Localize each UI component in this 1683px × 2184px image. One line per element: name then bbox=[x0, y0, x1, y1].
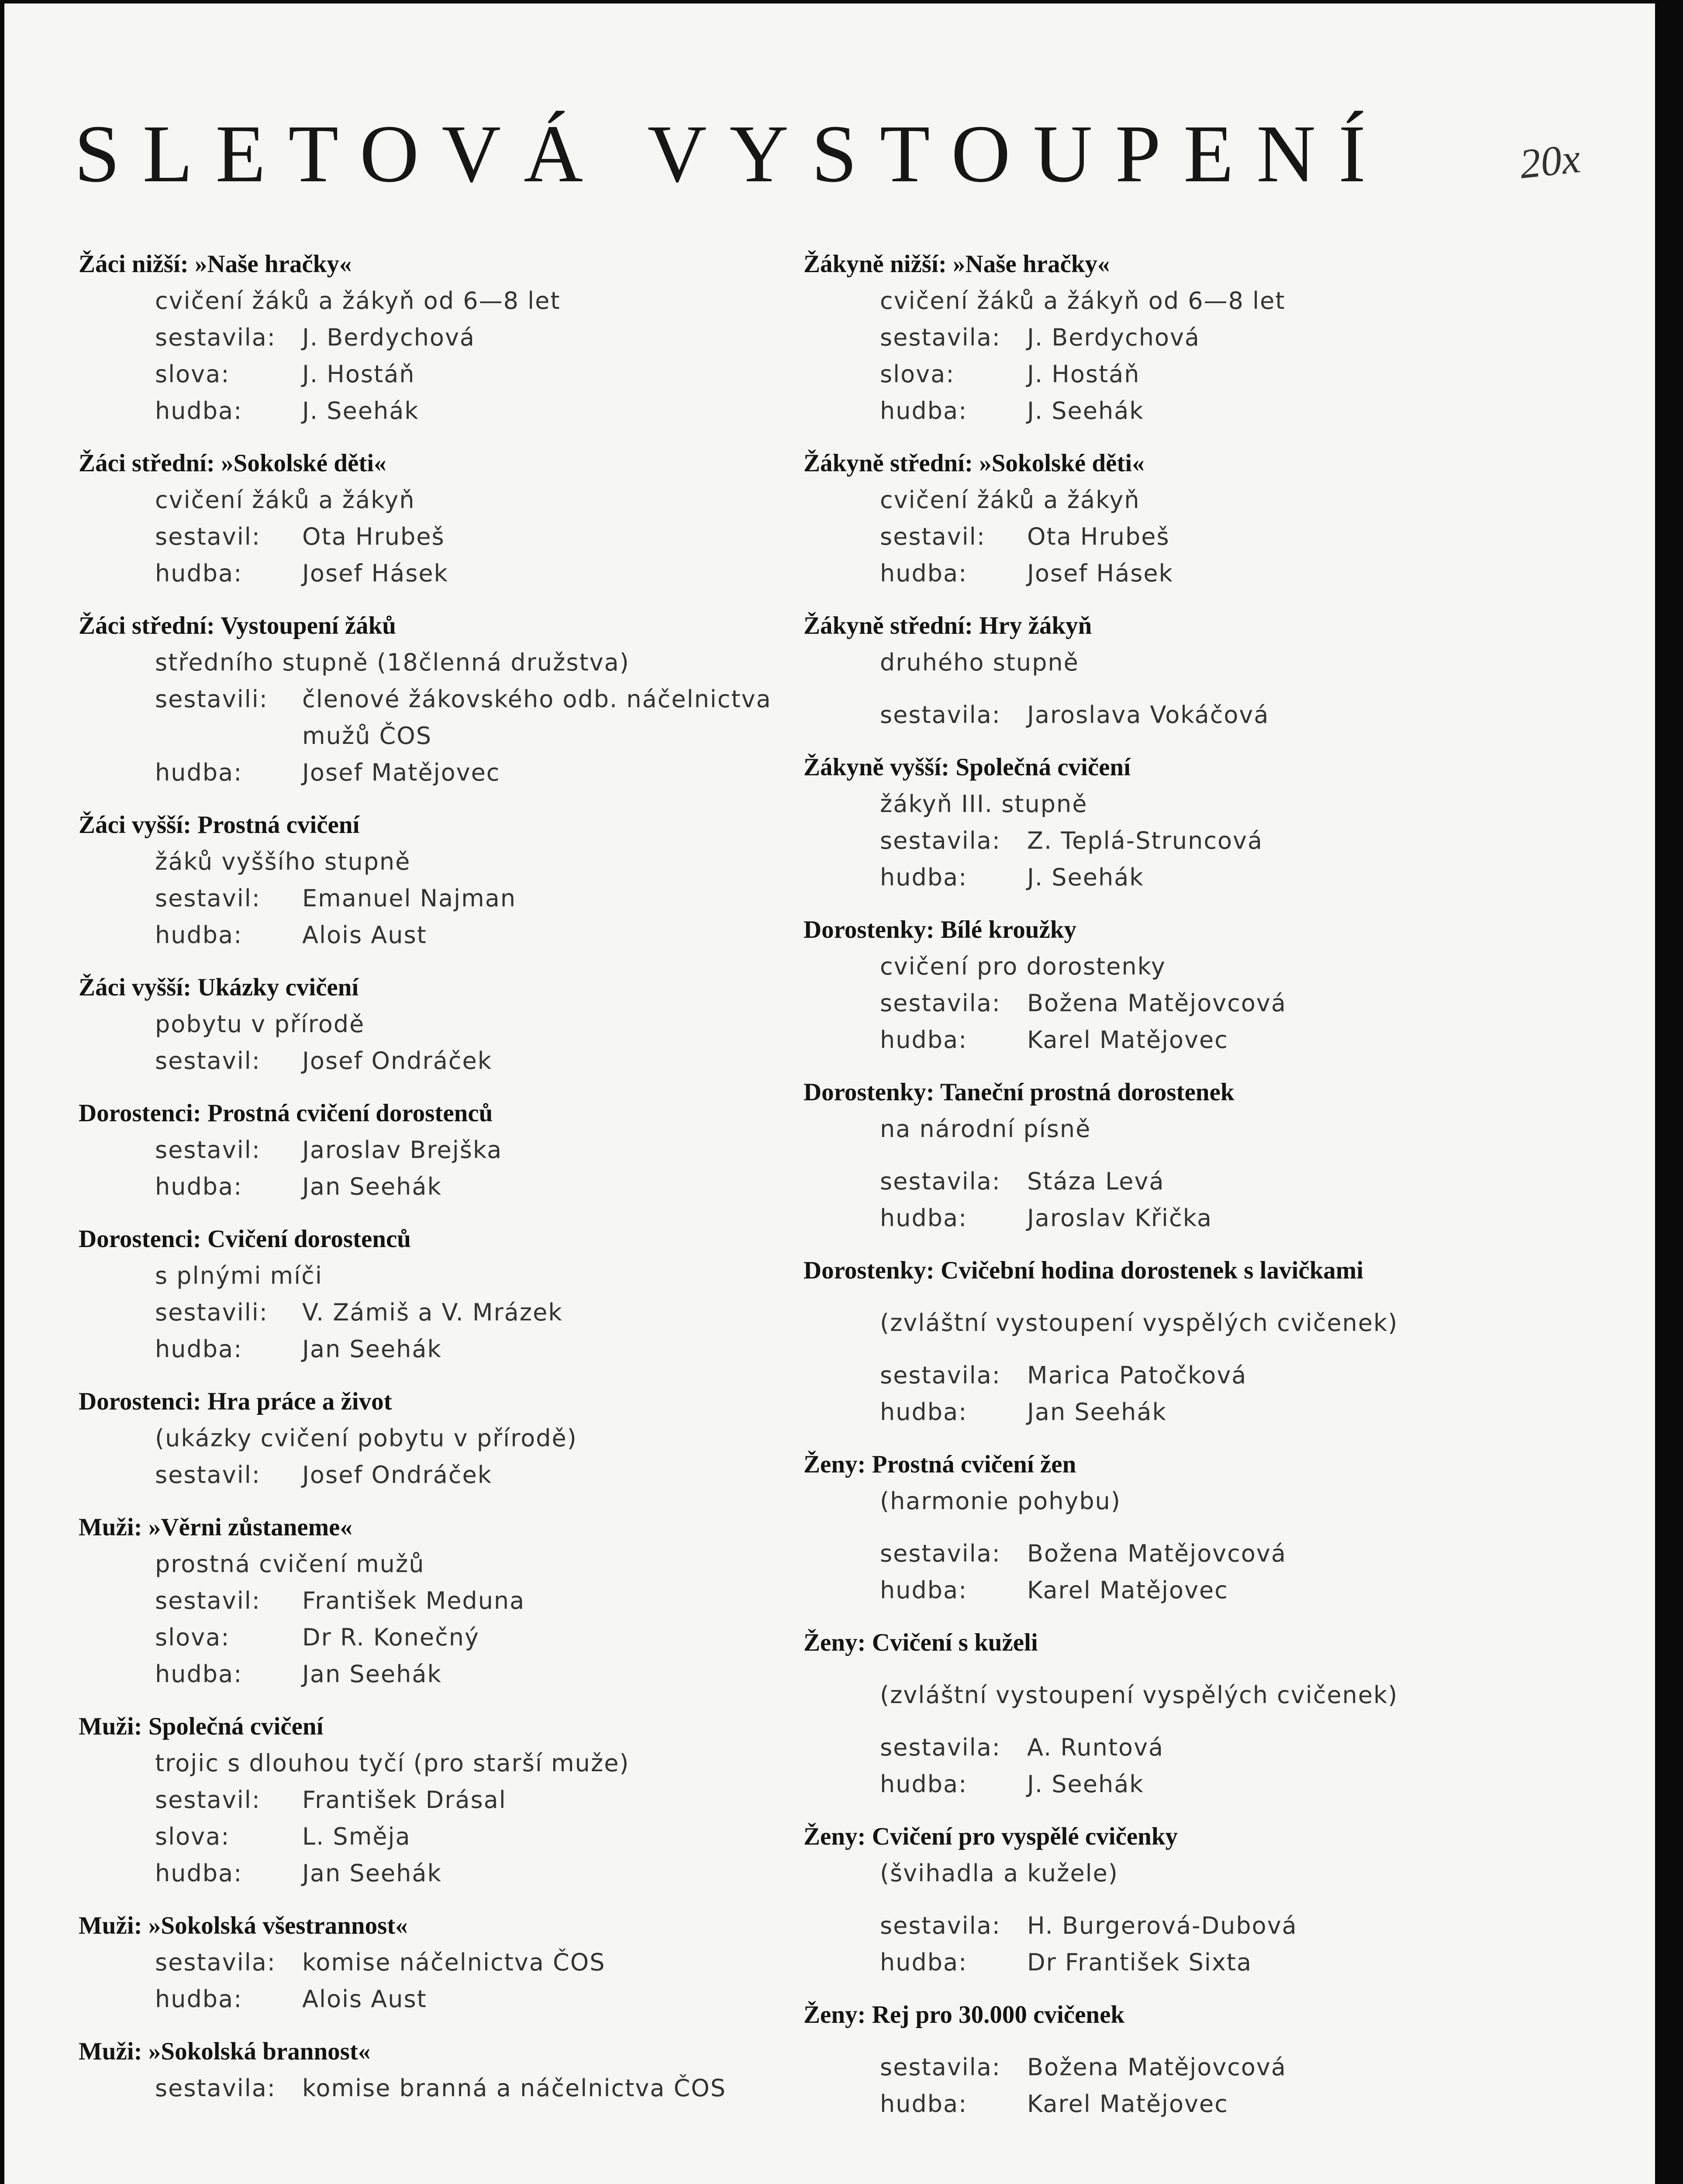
entry-description bbox=[79, 843, 830, 880]
entry-description bbox=[79, 1546, 830, 1583]
credit-line bbox=[804, 1200, 1555, 1237]
entry-description bbox=[804, 1305, 1555, 1341]
credit-name: Jaroslav Brejška bbox=[302, 1136, 503, 1164]
description-text: prostná cvičení mužů bbox=[155, 1550, 425, 1578]
credit-line bbox=[79, 2070, 830, 2107]
program-entry bbox=[804, 1446, 1555, 1609]
entry-description bbox=[79, 1258, 830, 1294]
program-entry bbox=[804, 1818, 1555, 1981]
credit-line bbox=[79, 356, 830, 393]
credit-name: Karel Matějovec bbox=[1027, 2090, 1228, 2118]
credit-line bbox=[79, 1294, 830, 1331]
entry-title: Muži: »Sokolská všestrannost« bbox=[79, 1912, 408, 1939]
credit-line bbox=[804, 2086, 1555, 2122]
credit-name: Jan Seehák bbox=[302, 1335, 442, 1363]
description-text: cvičení žáků a žákyň od 6—8 let bbox=[155, 287, 561, 314]
credit-name: Božena Matějovcová bbox=[1027, 989, 1286, 1017]
credit-name: Jan Seehák bbox=[302, 1859, 442, 1887]
description-text: (ukázky cvičení pobytu v přírodě) bbox=[155, 1424, 577, 1452]
entry-title: Dorostenky: Bílé kroužky bbox=[804, 916, 1076, 943]
credit-role: hudba: bbox=[155, 1173, 243, 1200]
program-entry bbox=[804, 1997, 1555, 2122]
credit-line bbox=[804, 2049, 1555, 2086]
credit-name: Karel Matějovec bbox=[1027, 1576, 1228, 1604]
credit-line bbox=[79, 1855, 830, 1892]
entry-title: Žáci vyšší: Ukázky cvičení bbox=[79, 974, 359, 1001]
credit-role: sestavila: bbox=[880, 1540, 1001, 1567]
credit-line bbox=[804, 697, 1555, 733]
credit-role: sestavila: bbox=[880, 2053, 1001, 2081]
credit-role: sestavila: bbox=[880, 324, 1001, 351]
credit-line bbox=[804, 1535, 1555, 1572]
credit-name: J. Hostáň bbox=[1027, 360, 1140, 388]
credit-name: J. Seehák bbox=[1027, 864, 1144, 891]
entry-title: Žákyně nižší: »Naše hračky« bbox=[804, 250, 1110, 278]
credit-name: Josef Ondráček bbox=[302, 1461, 492, 1489]
credit-role: hudba: bbox=[880, 1204, 968, 1232]
program-entry bbox=[804, 1074, 1555, 1237]
credit-role: sestavila: bbox=[155, 324, 276, 351]
credit-line bbox=[804, 555, 1555, 592]
credit-name: A. Runtová bbox=[1027, 1734, 1164, 1761]
credit-role: hudba: bbox=[155, 1335, 243, 1363]
credit-name: Karel Matějovec bbox=[1027, 1026, 1228, 1054]
credit-name: Emanuel Najman bbox=[302, 885, 517, 912]
program-entry bbox=[804, 608, 1555, 733]
credit-name: Ota Hrubeš bbox=[1027, 523, 1170, 550]
program-entry bbox=[79, 1509, 830, 1693]
credit-role: sestavil: bbox=[155, 885, 261, 912]
credit-role: hudba: bbox=[155, 397, 243, 425]
credit-role: sestavila: bbox=[880, 1168, 1001, 1195]
program-entry bbox=[79, 2033, 830, 2107]
program-entry bbox=[804, 1624, 1555, 1803]
credit-line bbox=[804, 1163, 1555, 1200]
credit-role: sestavil: bbox=[155, 523, 261, 550]
credit-line bbox=[804, 822, 1555, 859]
entry-description bbox=[804, 786, 1555, 822]
credit-line bbox=[804, 1908, 1555, 1944]
credit-role: sestavila: bbox=[880, 1912, 1001, 1939]
credit-role: sestavila: bbox=[880, 989, 1001, 1017]
credit-name: komise branná a náčelnictva ČOS bbox=[302, 2074, 727, 2102]
credit-line bbox=[804, 356, 1555, 393]
right-column bbox=[804, 246, 1555, 2138]
entry-title: Dorostenci: Hra práce a život bbox=[79, 1388, 392, 1415]
program-entry bbox=[804, 912, 1555, 1058]
credit-role: hudba: bbox=[155, 759, 243, 786]
credit-line bbox=[804, 1766, 1555, 1803]
credit-line bbox=[79, 393, 830, 429]
entry-description bbox=[804, 482, 1555, 518]
description-text: (švihadla a kužele) bbox=[880, 1859, 1118, 1887]
entry-title: Dorostenci: Prostná cvičení dorostenců bbox=[79, 1099, 493, 1127]
credit-role: hudba: bbox=[155, 1985, 243, 2013]
entry-title: Žáci střední: »Sokolské děti« bbox=[79, 449, 386, 477]
credit-line bbox=[79, 1981, 830, 2018]
entry-description bbox=[79, 644, 830, 681]
credit-role: sestavila: bbox=[880, 827, 1001, 854]
credit-role: hudba: bbox=[880, 864, 968, 891]
credit-line bbox=[79, 1043, 830, 1079]
credit-role: slova: bbox=[155, 1624, 230, 1651]
program-page bbox=[4, 3, 1655, 2184]
entry-description bbox=[804, 948, 1555, 985]
credit-name: Jan Seehák bbox=[1027, 1398, 1167, 1426]
credit-line bbox=[804, 518, 1555, 555]
credit-name: J. Seehák bbox=[1027, 397, 1144, 425]
credit-role: hudba: bbox=[880, 2090, 968, 2118]
credit-line bbox=[79, 1457, 830, 1493]
credit-name: H. Burgerová-Dubová bbox=[1027, 1912, 1297, 1939]
description-text: trojic s dlouhou tyčí (pro starší muže) bbox=[155, 1749, 630, 1777]
entry-description bbox=[804, 283, 1555, 319]
entry-title: Ženy: Prostná cvičení žen bbox=[804, 1451, 1076, 1478]
credit-name: Josef Matějovec bbox=[302, 759, 500, 786]
credit-line bbox=[79, 880, 830, 917]
entry-title: Ženy: Cvičení s kuželi bbox=[804, 1629, 1038, 1656]
credit-role: slova: bbox=[155, 1823, 230, 1850]
entry-title: Dorostenky: Cvičební hodina dorostenek s lavičkami bbox=[804, 1257, 1364, 1284]
entry-title: Muži: »Sokolská brannost« bbox=[79, 2038, 371, 2065]
credit-name: Ota Hrubeš bbox=[302, 523, 445, 550]
credit-role: hudba: bbox=[880, 1770, 968, 1798]
credit-name: František Drásal bbox=[302, 1786, 507, 1814]
credit-line bbox=[79, 754, 830, 791]
credit-role: hudba: bbox=[155, 1660, 243, 1688]
program-entry bbox=[804, 246, 1555, 429]
entry-title: Ženy: Cvičení pro vyspělé cvičenky bbox=[804, 1823, 1178, 1850]
left-column bbox=[79, 246, 830, 2122]
credit-role: hudba: bbox=[880, 397, 968, 425]
description-text: cvičení žáků a žákyň od 6—8 let bbox=[880, 287, 1286, 314]
entry-description bbox=[79, 1006, 830, 1043]
credit-name: členové žákovského odb. náčelnictva mužů ČOS bbox=[302, 685, 772, 750]
description-text: žákyň III. stupně bbox=[880, 790, 1088, 818]
credit-line bbox=[79, 319, 830, 356]
credit-line bbox=[804, 1022, 1555, 1058]
entry-title: Muži: »Věrni zůstaneme« bbox=[79, 1514, 352, 1541]
description-text: středního stupně (18členná družstva) bbox=[155, 649, 630, 676]
entry-title: Ženy: Rej pro 30.000 cvičenek bbox=[804, 2001, 1125, 2028]
credit-role: sestavila: bbox=[880, 701, 1001, 729]
credit-role: sestavil: bbox=[155, 1461, 261, 1489]
credit-role: hudba: bbox=[155, 1859, 243, 1887]
credit-name: Marica Patočková bbox=[1027, 1362, 1247, 1389]
credit-line bbox=[804, 1572, 1555, 1609]
description-text: (harmonie pohybu) bbox=[880, 1487, 1121, 1515]
entry-description bbox=[79, 1420, 830, 1457]
credit-line bbox=[804, 1729, 1555, 1766]
credit-name: Alois Aust bbox=[302, 921, 427, 949]
credit-name: Jan Seehák bbox=[302, 1660, 442, 1688]
credit-name: Stáza Levá bbox=[1027, 1168, 1165, 1195]
credit-role: hudba: bbox=[880, 1398, 968, 1426]
credit-role: sestavil: bbox=[880, 523, 986, 550]
description-text: cvičení žáků a žákyň bbox=[155, 486, 415, 514]
program-entry bbox=[804, 445, 1555, 592]
credit-name: J. Berdychová bbox=[1027, 324, 1200, 351]
description-text: cvičení pro dorostenky bbox=[880, 953, 1166, 980]
entry-description bbox=[804, 1483, 1555, 1520]
credit-role: sestavila: bbox=[880, 1362, 1001, 1389]
entry-description bbox=[804, 1677, 1555, 1714]
credit-role: sestavila: bbox=[155, 2074, 276, 2102]
description-text: pobytu v přírodě bbox=[155, 1010, 365, 1038]
description-text: s plnými míči bbox=[155, 1262, 323, 1289]
credit-role: hudba: bbox=[155, 560, 243, 587]
credit-role: sestavili: bbox=[155, 1299, 268, 1326]
credit-line bbox=[804, 859, 1555, 896]
program-entry bbox=[79, 1708, 830, 1892]
program-entry bbox=[804, 1252, 1555, 1431]
credit-role: slova: bbox=[880, 360, 955, 388]
entry-title: Žákyně střední: »Sokolské děti« bbox=[804, 449, 1145, 477]
credit-line bbox=[804, 1944, 1555, 1981]
credit-name: Božena Matějovcová bbox=[1027, 1540, 1286, 1567]
credit-name: V. Zámiš a V. Mrázek bbox=[302, 1299, 563, 1326]
entry-title: Dorostenci: Cvičení dorostenců bbox=[79, 1225, 411, 1253]
description-text: (zvláštní vystoupení vyspělých cvičenek) bbox=[880, 1681, 1398, 1709]
credit-name: Josef Hásek bbox=[302, 560, 448, 587]
credit-line bbox=[79, 681, 830, 754]
credit-role: sestavila: bbox=[880, 1734, 1001, 1761]
credit-line bbox=[79, 1818, 830, 1855]
program-entry bbox=[79, 1383, 830, 1493]
credit-role: sestavil: bbox=[155, 1136, 261, 1164]
description-text: (zvláštní vystoupení vyspělých cvičenek) bbox=[880, 1309, 1398, 1337]
program-entry bbox=[79, 969, 830, 1079]
program-entry bbox=[79, 445, 830, 592]
credit-role: sestavili: bbox=[155, 685, 268, 713]
entry-description bbox=[79, 1745, 830, 1782]
description-text: žáků vyššího stupně bbox=[155, 848, 411, 875]
credit-line bbox=[79, 1944, 830, 1981]
program-entry bbox=[79, 1095, 830, 1205]
program-entry bbox=[79, 608, 830, 791]
credit-role: hudba: bbox=[880, 1576, 968, 1604]
description-text: druhého stupně bbox=[880, 649, 1079, 676]
credit-role: hudba: bbox=[880, 1949, 968, 1976]
credit-name: Jaroslava Vokáčová bbox=[1027, 701, 1269, 729]
credit-role: sestavil: bbox=[155, 1786, 261, 1814]
program-entry bbox=[79, 807, 830, 954]
entry-description bbox=[804, 644, 1555, 681]
credit-name: L. Směja bbox=[302, 1823, 411, 1850]
credit-line bbox=[79, 1656, 830, 1693]
credit-line bbox=[79, 1619, 830, 1656]
entry-title: Muži: Společná cvičení bbox=[79, 1713, 324, 1740]
entry-title: Žáci střední: Vystoupení žáků bbox=[79, 612, 396, 639]
credit-line bbox=[804, 1394, 1555, 1431]
credit-role: hudba: bbox=[880, 1026, 968, 1054]
entry-description bbox=[804, 1855, 1555, 1892]
program-entry bbox=[79, 1221, 830, 1368]
credit-line bbox=[804, 1357, 1555, 1394]
credit-name: František Meduna bbox=[302, 1587, 525, 1614]
credit-name: Dr R. Konečný bbox=[302, 1624, 479, 1651]
credit-line bbox=[804, 393, 1555, 429]
entry-title: Žákyně vyšší: Společná cvičení bbox=[804, 753, 1131, 781]
credit-name: J. Seehák bbox=[1027, 1770, 1144, 1798]
program-entry bbox=[804, 749, 1555, 896]
credit-name: J. Seehák bbox=[302, 397, 419, 425]
credit-name: komise náčelnictva ČOS bbox=[302, 1949, 606, 1976]
program-entry bbox=[79, 246, 830, 429]
credit-line bbox=[79, 1583, 830, 1619]
credit-name: Jaroslav Křička bbox=[1027, 1204, 1213, 1232]
credit-line bbox=[79, 518, 830, 555]
credit-role: slova: bbox=[155, 360, 230, 388]
entry-description bbox=[804, 1111, 1555, 1147]
credit-name: Z. Teplá-Struncová bbox=[1027, 827, 1263, 854]
credit-role: sestavila: bbox=[155, 1949, 276, 1976]
credit-line bbox=[79, 1782, 830, 1818]
credit-role: hudba: bbox=[880, 560, 968, 587]
credit-line bbox=[79, 555, 830, 592]
credit-role: sestavil: bbox=[155, 1587, 261, 1614]
credit-line bbox=[79, 1331, 830, 1368]
credit-name: Dr František Sixta bbox=[1027, 1949, 1252, 1976]
credit-name: Josef Hásek bbox=[1027, 560, 1173, 587]
entry-title: Dorostenky: Taneční prostná dorostenek bbox=[804, 1078, 1235, 1106]
entry-description bbox=[79, 283, 830, 319]
credit-line bbox=[79, 1168, 830, 1205]
credit-line bbox=[804, 985, 1555, 1022]
credit-line bbox=[79, 917, 830, 954]
entry-title: Žáci vyšší: Prostná cvičení bbox=[79, 811, 360, 839]
entry-title: Žákyně střední: Hry žákyň bbox=[804, 612, 1092, 639]
credit-name: Alois Aust bbox=[302, 1985, 427, 2013]
handwritten-annotation: 20x bbox=[1517, 135, 1583, 187]
credit-name: Josef Ondráček bbox=[302, 1047, 492, 1075]
credit-name: J. Hostáň bbox=[302, 360, 415, 388]
credit-role: sestavil: bbox=[155, 1047, 261, 1075]
credit-line bbox=[804, 319, 1555, 356]
description-text: na národní písně bbox=[880, 1115, 1091, 1143]
credit-name: Božena Matějovcová bbox=[1027, 2053, 1286, 2081]
entry-title: Žáci nižší: »Naše hračky« bbox=[79, 250, 352, 278]
description-text: cvičení žáků a žákyň bbox=[880, 486, 1140, 514]
credit-role: hudba: bbox=[155, 921, 243, 949]
credit-name: Jan Seehák bbox=[302, 1173, 442, 1200]
credit-line bbox=[79, 1132, 830, 1168]
credit-name: J. Berdychová bbox=[302, 324, 476, 351]
page-title: SLETOVÁ VYSTOUPENÍ bbox=[74, 108, 1389, 199]
entry-description bbox=[79, 482, 830, 518]
program-entry bbox=[79, 1908, 830, 2018]
